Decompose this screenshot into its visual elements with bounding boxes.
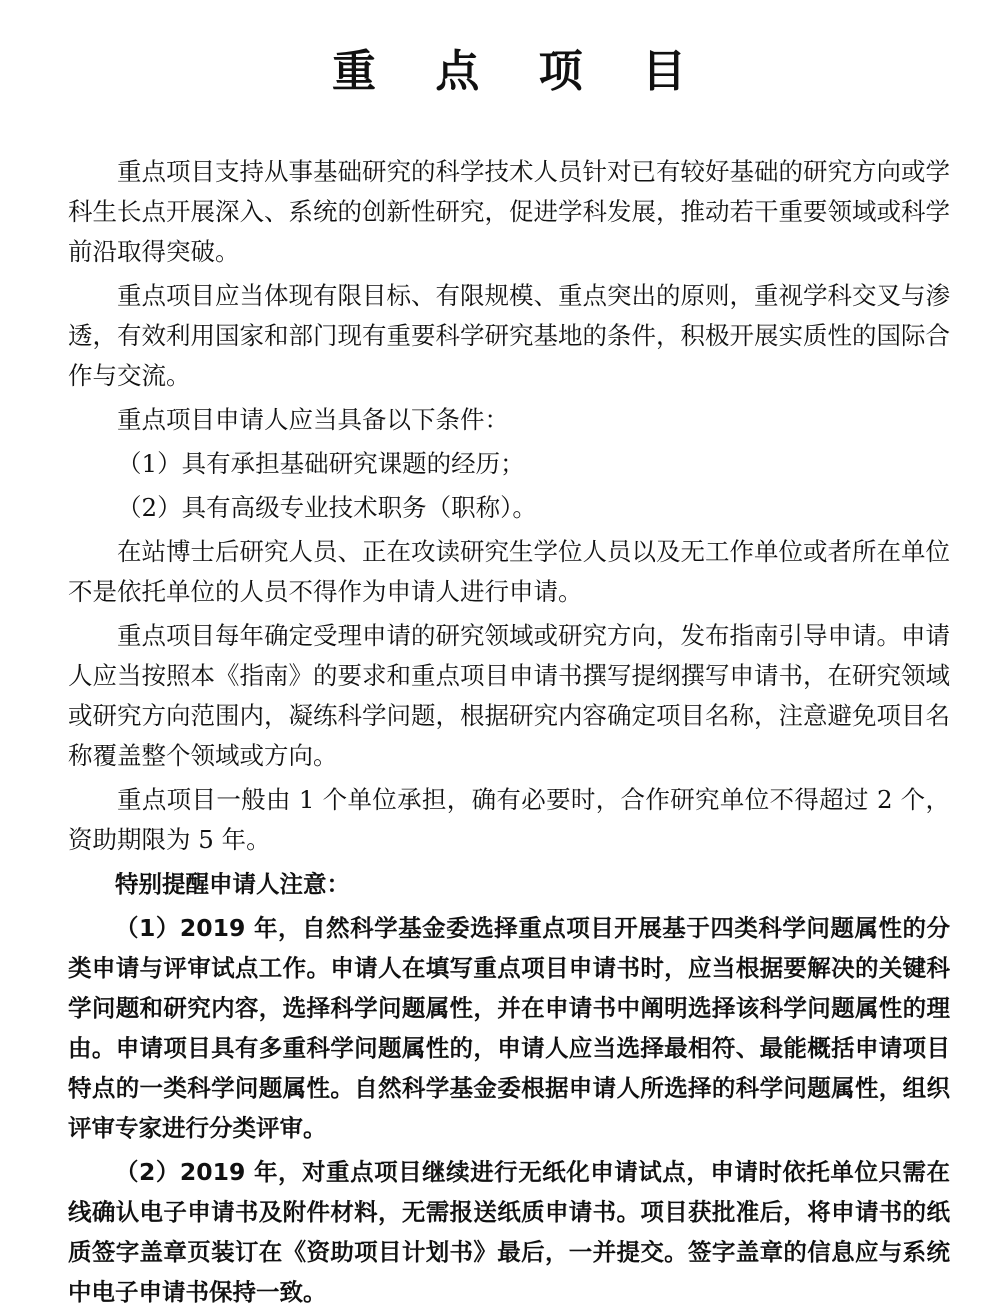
body-text bbox=[68, 152, 950, 1312]
paragraph: 在站博士后研究人员、正在攻读研究生学位人员以及无工作单位或者所在单位不是依托单位的人员不得作为申请人进行申请。 bbox=[68, 537, 950, 606]
list-item: （2）具有高级专业技术职务（职称）。 bbox=[117, 493, 537, 522]
paragraph: 重点项目应当体现有限目标、有限规模、重点突出的原则，重视学科交叉与渗透，有效利用国家和部门现有重要科学研究基地的条件，积极开展实质性的国际合作与交流。 bbox=[68, 281, 950, 390]
document-page bbox=[68, 30, 950, 1316]
notice-heading: 特别提醒申请人注意： bbox=[115, 870, 350, 898]
notice-item: （1）2019 年，自然科学基金委选择重点项目开展基于四类科学问题属性的分类申请与评审试点工作。申请人在填写重点项目申请书时，应当根据要解决的关键科学问题和研究内容，选择科学问题属性，并在申请书中阐明选择该科学问题属性的理由。申请项目具有多重科学问题属性的，申请人应当选择最相符、最能概括申请项目特点的一类科学问题属性。自然科学基金委根据申请人所选择的科学问题属性，组织评审专家进行分类评审。 bbox=[68, 914, 950, 1142]
paragraph: 重点项目支持从事基础研究的科学技术人员针对已有较好基础的研究方向或学科生长点开展深入、系统的创新性研究，促进学科发展，推动若干重要领域或科学前沿取得突破。 bbox=[68, 157, 950, 266]
paragraph: 重点项目一般由 1 个单位承担，确有必要时，合作研究单位不得超过 2 个，资助期限为 5 年。 bbox=[68, 785, 950, 854]
paragraph: 重点项目每年确定受理申请的研究领域或研究方向，发布指南引导申请。申请人应当按照本《指南》的要求和重点项目申请书撰写提纲撰写申请书，在研究领域或研究方向范围内，凝练科学问题，根据研究内容确定项目名称，注意避免项目名称覆盖整个领域或方向。 bbox=[68, 621, 950, 770]
notice-item: （2）2019 年，对重点项目继续进行无纸化申请试点，申请时依托单位只需在线确认电子申请书及附件材料，无需报送纸质申请书。项目获批准后，将申请书的纸质签字盖章页装订在《资助项目计划书》最后，一并提交。签字盖章的信息应与系统中电子申请书保持一致。 bbox=[68, 1158, 950, 1306]
page-title: 重 点 项 目 bbox=[332, 46, 708, 97]
list-item: （1）具有承担基础研究课题的经历； bbox=[117, 449, 525, 478]
paragraph: 重点项目申请人应当具备以下条件： bbox=[117, 405, 509, 434]
